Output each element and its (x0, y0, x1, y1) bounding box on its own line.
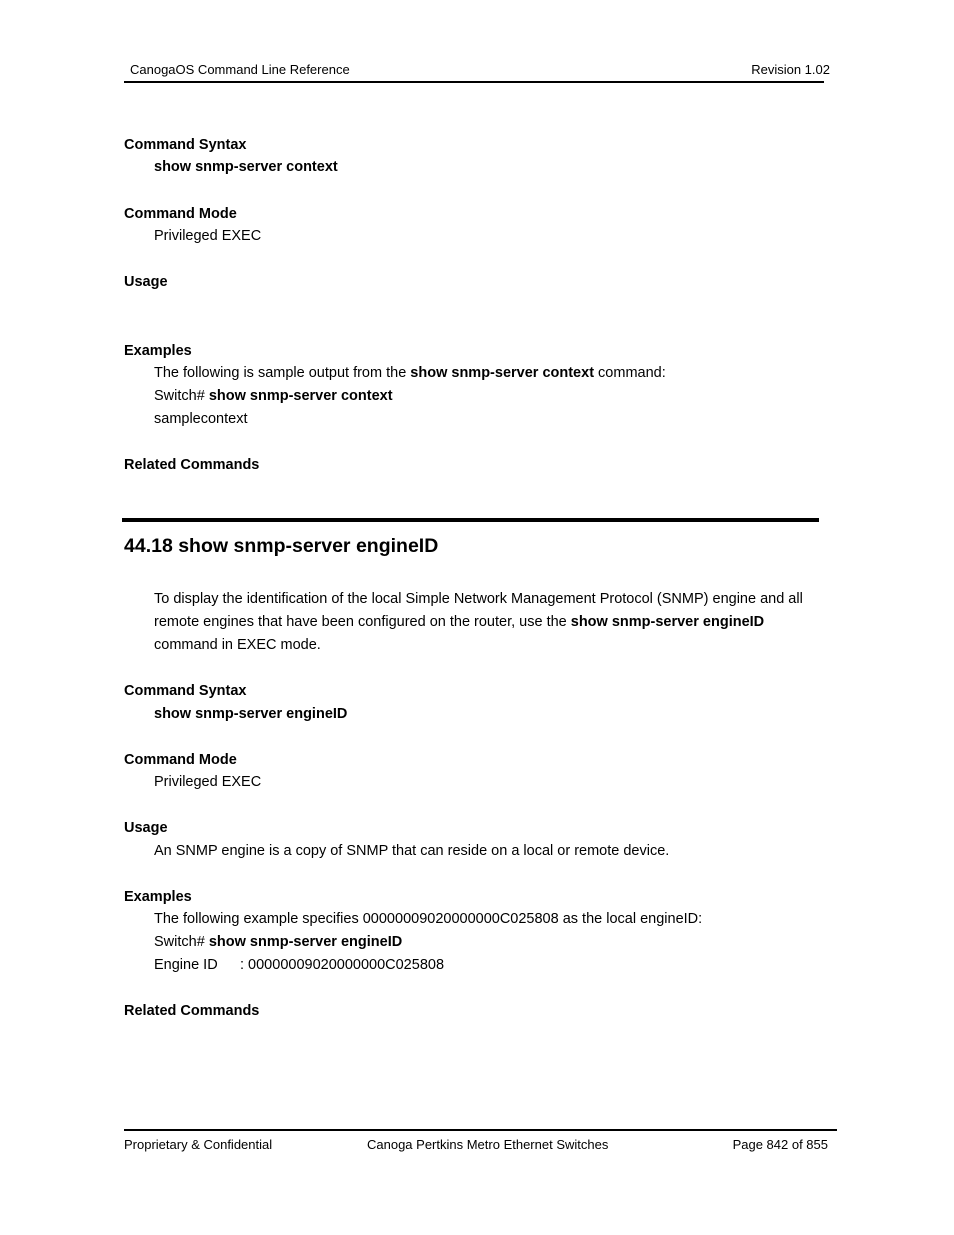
section-mode-heading: Command Mode (124, 752, 237, 768)
syntax-heading: Command Syntax (124, 137, 247, 153)
header-rule (124, 81, 824, 83)
related-heading: Related Commands (124, 457, 260, 473)
section-syntax-heading: Command Syntax (124, 683, 247, 699)
mode-heading: Command Mode (124, 206, 237, 222)
section-related-heading: Related Commands (124, 1003, 260, 1019)
section-rule (122, 518, 819, 522)
examples-heading: Examples (124, 343, 192, 359)
intro-line-2: remote engines that have been configured on the router, use the show snmp-server engineID (154, 614, 765, 630)
footer-rule (124, 1129, 837, 1131)
mode-text: Privileged EXEC (154, 228, 262, 244)
footer-page-number: Page 842 of 855 (732, 1137, 828, 1152)
header-revision: Revision 1.02 (751, 62, 830, 77)
example-prompt: Switch# show snmp-server context (154, 388, 393, 404)
section-example-line: The following example specifies 00000009020000000C025808 as the local engineID: (154, 911, 703, 927)
section-mode-text: Privileged EXEC (154, 774, 262, 790)
intro-line-3: command in EXEC mode. (154, 637, 321, 653)
footer-center: Canoga Pertkins Metro Ethernet Switches (367, 1137, 609, 1152)
section-syntax-text: show snmp-server engineID (154, 706, 348, 722)
header-title: CanogaOS Command Line Reference (130, 62, 350, 77)
footer-left: Proprietary & Confidential (124, 1137, 273, 1152)
example-output: samplecontext (154, 411, 248, 427)
section-usage-heading: Usage (124, 820, 168, 836)
syntax-text: show snmp-server context (154, 159, 338, 175)
section-example-prompt: Switch# show snmp-server engineID (154, 934, 403, 950)
intro-line-1: To display the identification of the local Simple Network Management Protocol (SNMP) engine and all (154, 591, 803, 607)
section-title: 44.18 show snmp-server engineID (124, 535, 439, 557)
example-line: The following is sample output from the show snmp-server context command: (154, 365, 666, 381)
engine-id-output: Engine ID : 00000009020000000C025808 (154, 957, 445, 973)
section-examples-heading: Examples (124, 889, 192, 905)
section-usage-text: An SNMP engine is a copy of SNMP that can reside on a local or remote device. (154, 843, 670, 859)
usage-heading: Usage (124, 274, 168, 290)
